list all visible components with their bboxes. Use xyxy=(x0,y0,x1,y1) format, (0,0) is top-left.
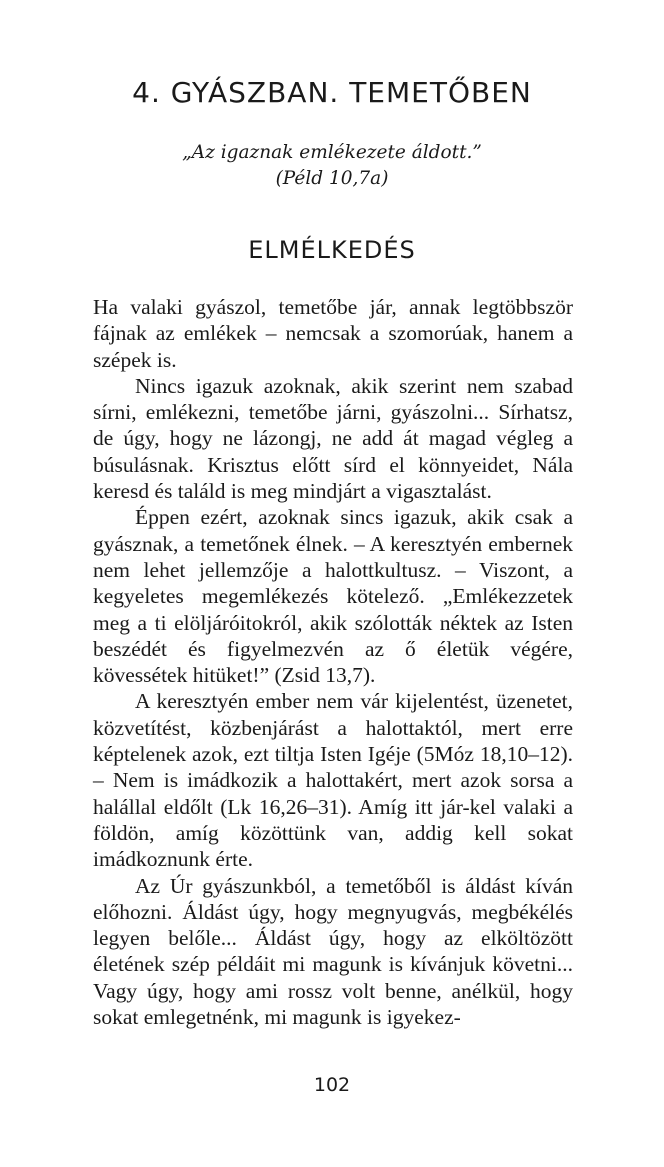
epigraph-quote: „Az igaznak emlékezete áldott.” xyxy=(182,142,482,163)
epigraph-reference: (Péld 10,7a) xyxy=(275,168,389,189)
paragraph: Az Úr gyászunkból, a temetőből is áldást kíván előhozni. Áldást úgy, hogy megnyugvás, megbékélés legyen belőle... Áldást úgy, hogy az elköltözött életének szép példáit mi magunk is kívánjuk követni... Vagy úgy, hogy ami rossz volt benne, anélkül, hogy sokat emlegetnénk, mi magunk is igyekez- xyxy=(93,873,573,1030)
epigraph xyxy=(0,140,664,192)
body-text xyxy=(93,294,573,1030)
chapter-title: 4. GYÁSZBAN. TEMETŐBEN xyxy=(132,76,532,109)
page-number: 102 xyxy=(313,1074,351,1096)
paragraph: Nincs igazuk azoknak, akik szerint nem szabad sírni, emlékezni, temetőbe járni, gyászolni... Sírhatsz, de úgy, hogy ne lázongj, ne add át magad végleg a búsulásnak. Krisztus előtt sírd el könnyeidet, Nála keresd és találd is meg mindjárt a vigasztalást. xyxy=(93,373,573,504)
paragraph: Ha valaki gyászol, temetőbe jár, annak legtöbbször fájnak az emlékek – nemcsak a szomorúak, hanem a szépek is. xyxy=(93,295,573,372)
paragraph: Éppen ezért, azoknak sincs igazuk, akik csak a gyásznak, a temetőnek élnek. – A keresztyén embernek nem lehet jellemzője a halottkultusz. – Viszont, a kegyeletes megemlékezés kötelező. „Emlékezzetek meg a ti elöljáróitokról, akik szólották néktek az Isten beszédét és figyelmezvén az ő életük végére, kövessétek hitüket!” (Zsid 13,7). xyxy=(93,505,573,688)
section-title: ELMÉLKEDÉS xyxy=(248,236,416,264)
paragraph: A keresztyén ember nem vár kijelentést, üzenetet, közvetítést, közbenjárást a halottaktól, mert erre képtelenek azok, ezt tiltja Isten Igéje (5Móz 18,10–12). – Nem is imádkozik a halottakért, mert azok sorsa a halállal eldőlt (Lk 16,26–31). Amíg itt jár-kel valaki a földön, amíg közöttünk van, addig kell sokat imádkoznunk érte. xyxy=(93,689,573,872)
